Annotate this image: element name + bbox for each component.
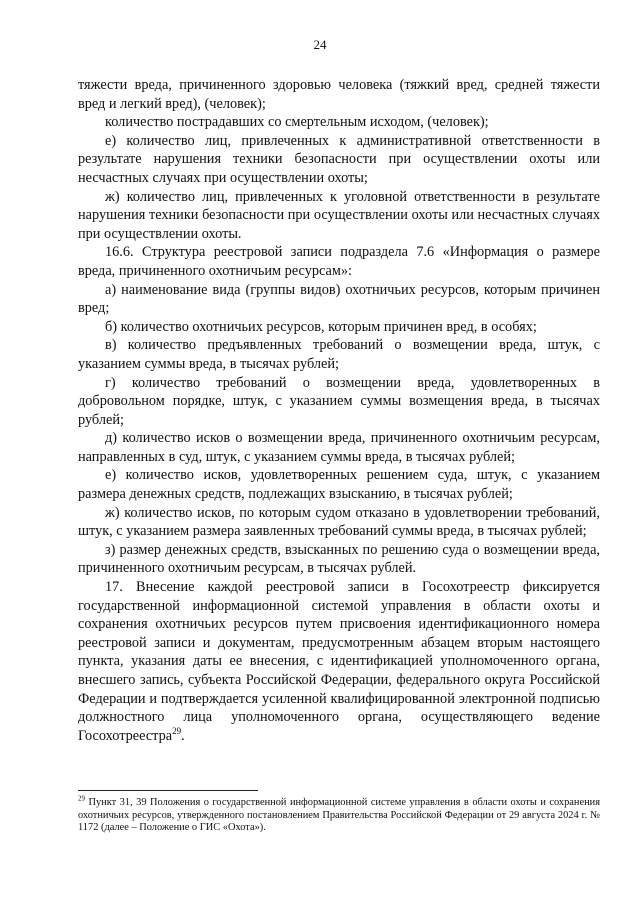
paragraph: б) количество охотничьих ресурсов, которым причинен вред, в особях; [105, 318, 537, 335]
paragraph: тяжести вреда, причиненного здоровью человека (тяжкий вред, средней тяжести вред и легкий вред), (человек); [78, 77, 600, 112]
paragraph-17-text: 17. Внесение каждой реестровой записи в Госохотреестр фиксируется государственной информационной системой управления в области охоты и сохранения охотничьих ресурсов путем присвоения идентификационного номера реестровой записи и документам, предусмотренным абзацем вторым настоящего пункта, указания даты ее внесения, с идентификацией уполномоченного органа, внесшего запись, субъекта Российской Федерации, федерального округа Российской Федерации и подтверждается усиленной квалифицированной электронной подписью должностного лица уполномоченного органа, осуществляющего ведение Госохотреестра [78, 579, 600, 744]
paragraph: е) количество исков, удовлетворенных решением суда, штук, с указанием размера денежных средств, подлежащих взысканию, в тысячах рублей; [78, 467, 600, 503]
footnote-reference: 29 [172, 726, 182, 737]
paragraph: ж) количество исков, по которым судом отказано в удовлетворении требований, штук, с указанием размера заявленных требований суммы вреда, в тысячах рублей; [78, 504, 600, 540]
document-body [78, 76, 600, 745]
footnote-divider [78, 790, 258, 791]
paragraph: а) наименование вида (группы видов) охотничьих ресурсов, которым причинен вред; [78, 281, 600, 317]
paragraph: з) размер денежных средств, взысканных по решению суда о возмещении вреда, причиненного охотничьим ресурсам, в тысячах рублей. [78, 541, 600, 577]
footnote-text: Пункт 31, 39 Положения о государственной информационной системе управления в области охоты и сохранения охотничьих ресурсов, утвержденного постановлением Правительства Российской Федерации от 29 августа 2024 г. № 1172 (далее – Положение о ГИС «Охота»). [78, 797, 600, 834]
paragraph: 16.6. Структура реестровой записи подраздела 7.6 «Информация о размере вреда, причиненного охотничьим ресурсам»: [78, 244, 600, 279]
footnote [78, 794, 600, 835]
page-number: 24 [313, 37, 327, 52]
paragraph: д) количество исков о возмещении вреда, причиненного охотничьим ресурсам, направленных в суд, штук, с указанием суммы вреда, в тысячах рублей; [78, 430, 600, 465]
paragraph-17 [78, 578, 600, 745]
paragraph: количество пострадавших со смертельным исходом, (человек); [105, 114, 489, 131]
paragraph: г) количество требований о возмещении вреда, удовлетворенных в добровольном порядке, штук, с указанием суммы возмещения вреда, в тысячах рублей; [78, 374, 600, 428]
paragraph-17-tail: . [181, 727, 185, 744]
paragraph: в) количество предъявленных требований о возмещении вреда, штук, с указанием суммы вреда, в тысячах рублей; [78, 337, 600, 372]
footnote-marker: 29 [78, 794, 85, 803]
paragraph: ж) количество лиц, привлеченных к уголовной ответственности в результате нарушения техники безопасности при осуществлении охоты или несчастных случаях при осуществлении охоты. [78, 188, 600, 242]
paragraph: е) количество лиц, привлеченных к административной ответственности в результате нарушения техники безопасности при осуществлении охоты или несчастных случаях при осуществлении охоты; [78, 132, 600, 186]
